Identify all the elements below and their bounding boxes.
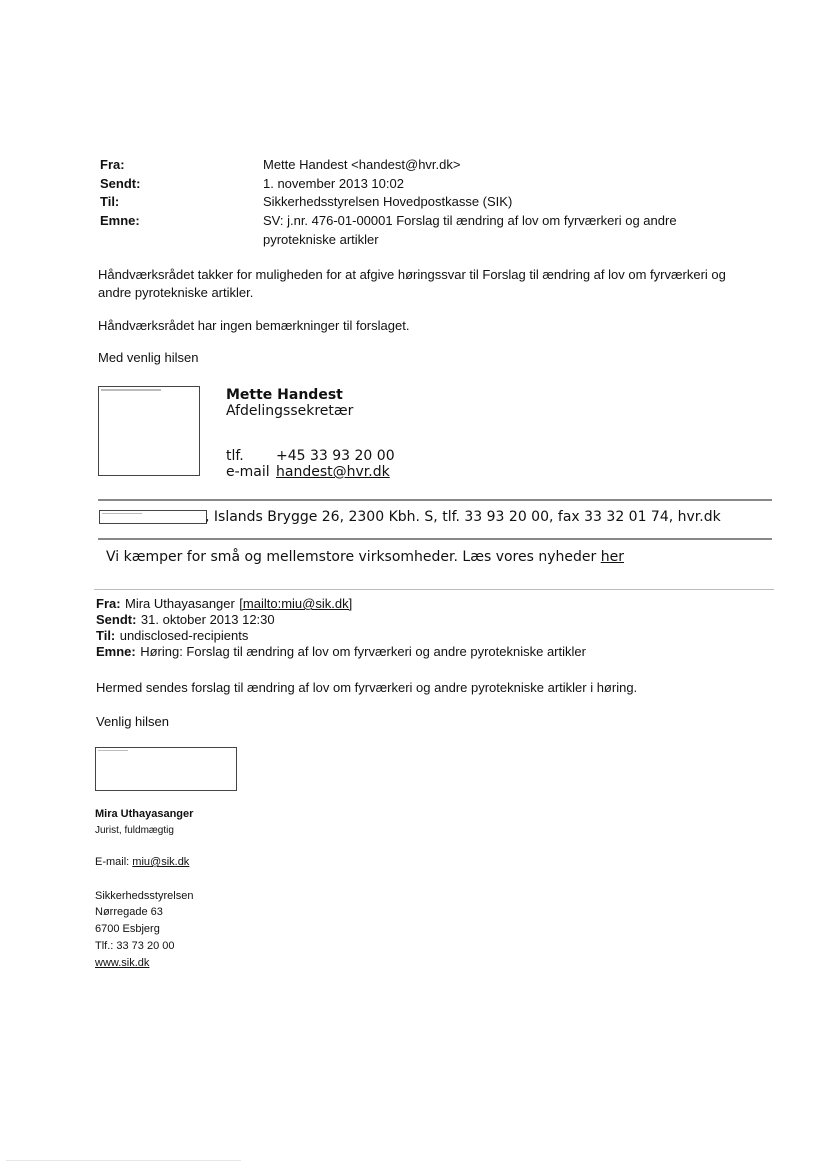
signature-name: Mette Handest	[226, 387, 343, 403]
forward-subject-row	[96, 643, 586, 661]
signature-2-name: Mira Uthayasanger	[95, 808, 194, 820]
reply-paragraph-2: Håndværksrådet har ingen bemærkninger til forslaget.	[98, 318, 410, 333]
sender-logo-image	[98, 386, 200, 476]
from-value: Mette Handest <handest@hvr.dk>	[263, 157, 461, 172]
signature-email-label: e-mail	[226, 464, 270, 480]
subject-line-2: pyrotekniske artikler	[263, 232, 379, 247]
divider	[94, 589, 774, 590]
tagline-link[interactable]: her	[600, 549, 624, 565]
signature-2-email-row	[95, 856, 189, 868]
subject-label: Emne:	[100, 213, 140, 228]
company-logo-image	[99, 510, 207, 524]
signature-2-web-link[interactable]: www.sik.dk	[95, 957, 150, 969]
forward-from-name: Mira Uthayasanger	[125, 596, 235, 611]
signature-phone-value: +45 33 93 20 00	[276, 448, 395, 464]
signature-2-title: Jurist, fuldmægtig	[95, 825, 174, 836]
signature-email-link[interactable]: handest@hvr.dk	[276, 464, 390, 480]
forward-sent-label: Sendt:	[96, 612, 137, 627]
reply-closing: Med venlig hilsen	[98, 350, 199, 365]
signature-2-email-link[interactable]: miu@sik.dk	[132, 856, 190, 868]
signature-phone-label: tlf.	[226, 448, 244, 464]
signature-2-street: Nørregade 63	[95, 906, 163, 918]
company-address-line: , Islands Brygge 26, 2300 Kbh. S, tlf. 33 93 20 00, fax 33 32 01 74, hvr.dk	[205, 509, 721, 525]
sent-value: 1. november 2013 10:02	[263, 176, 404, 191]
from-label: Fra:	[100, 157, 125, 172]
forward-paragraph: Hermed sendes forslag til ændring af lov om fyrværkeri og andre pyrotekniske artikler i høring.	[96, 680, 638, 695]
tagline-text: Vi kæmper for små og mellemstore virksomheder. Læs vores nyheder	[106, 549, 597, 565]
forward-closing: Venlig hilsen	[96, 714, 169, 729]
to-label: Til:	[100, 194, 120, 209]
tagline	[106, 549, 624, 565]
divider	[98, 538, 772, 540]
forward-from-label: Fra:	[96, 596, 121, 611]
reply-paragraph-1-line-2: andre pyrotekniske artikler.	[98, 285, 254, 300]
signature-title: Afdelingssekretær	[226, 403, 354, 419]
signature-2-org: Sikkerhedsstyrelsen	[95, 890, 194, 902]
divider	[98, 499, 772, 501]
agency-logo-image	[95, 747, 237, 791]
forward-to-label: Til:	[96, 628, 116, 643]
forward-to-value: undisclosed-recipients	[119, 628, 249, 643]
forward-from-link[interactable]: [mailto:miu@sik.dk]	[239, 596, 353, 611]
subject-line-1: SV: j.nr. 476-01-00001 Forslag til ændring af lov om fyrværkeri og andre	[263, 213, 677, 228]
to-value: Sikkerhedsstyrelsen Hovedpostkasse (SIK)	[263, 194, 513, 209]
reply-paragraph-1-line-1: Håndværksrådet takker for muligheden for at afgive høringssvar til Forslag til ændring af lov om fyrværkeri og	[98, 267, 726, 282]
forward-sent-value: 31. oktober 2013 12:30	[140, 612, 275, 627]
scan-edge	[6, 1160, 241, 1161]
sent-label: Sendt:	[100, 176, 141, 191]
signature-2-email-label: E-mail:	[95, 856, 130, 868]
signature-2-city: 6700 Esbjerg	[95, 923, 160, 935]
forward-subject-label: Emne:	[96, 644, 136, 659]
signature-2-phone: Tlf.: 33 73 20 00	[95, 940, 175, 952]
forward-subject-value: Høring: Forslag til ændring af lov om fyrværkeri og andre pyrotekniske artikler	[140, 644, 586, 659]
